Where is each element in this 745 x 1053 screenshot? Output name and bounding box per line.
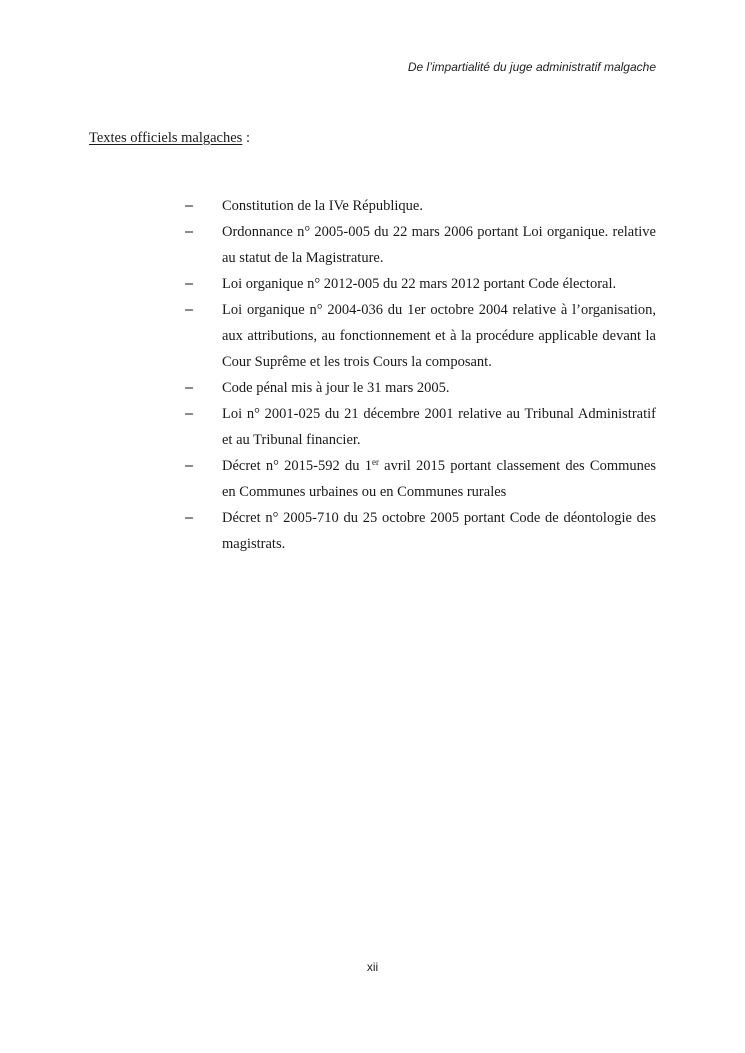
dash-bullet: – — [185, 510, 194, 526]
section-title-suffix: : — [242, 130, 250, 146]
list-item — [185, 375, 656, 401]
list-item — [185, 297, 656, 375]
list-item-text: Décret n° 2005-710 du 25 octobre 2005 portant Code de déontologie des magistrats. — [222, 510, 656, 552]
dash-bullet: – — [185, 406, 194, 422]
dash-bullet: – — [185, 198, 194, 214]
list-item-text: Code pénal mis à jour le 31 mars 2005. — [222, 380, 450, 396]
dash-bullet: – — [185, 380, 194, 396]
list-item — [185, 453, 656, 505]
page-number: xii — [366, 960, 379, 974]
list-item-text: Constitution de la IVe République. — [222, 198, 423, 214]
list-item — [185, 193, 656, 219]
list-item-text: Ordonnance n° 2005-005 du 22 mars 2006 portant Loi organique. relative au statut de la Magistrature. — [222, 224, 656, 266]
list-item — [185, 219, 656, 271]
dash-bullet: – — [185, 224, 194, 240]
list-item — [185, 271, 656, 297]
running-header: De l’impartialité du juge administratif malgache — [407, 60, 656, 74]
dash-bullet: – — [185, 276, 194, 292]
dash-bullet: – — [185, 458, 194, 474]
list-item-text: Loi organique n° 2012-005 du 22 mars 2012 portant Code électoral. — [222, 276, 617, 292]
dash-bullet: – — [185, 302, 194, 318]
list-item-text: Loi n° 2001-025 du 21 décembre 2001 relative au Tribunal Administratif et au Tribunal financier. — [222, 406, 656, 448]
list-item-text-before: Décret n° 2015-592 du 1 — [222, 458, 372, 474]
list-item — [185, 401, 656, 453]
list-item — [185, 505, 656, 557]
list-item-text: Loi organique n° 2004-036 du 1er octobre 2004 relative à l’organisation, aux attributions, au fonctionnement et à la procédure applicable devant la Cour Suprême et les trois Cours la composant. — [222, 302, 656, 370]
section-title-text: Textes officiels malgaches — [89, 130, 243, 146]
official-texts-list — [185, 193, 656, 557]
section-title — [89, 130, 250, 147]
list-item-text-after: avril 2015 portant classement des Communes en Communes urbaines ou en Communes rurales — [222, 458, 656, 500]
superscript-ordinal: er — [371, 457, 379, 467]
